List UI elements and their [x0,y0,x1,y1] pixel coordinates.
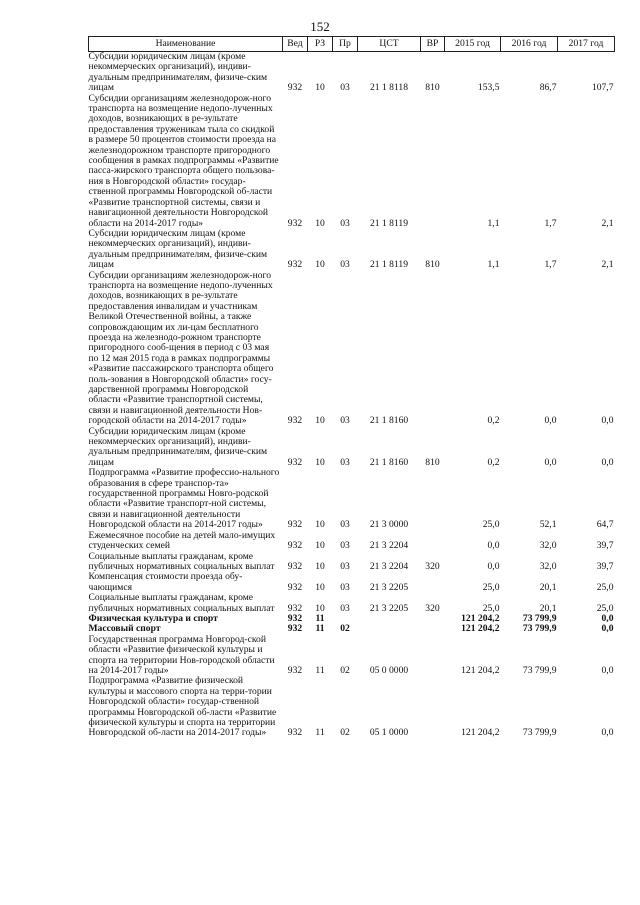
row-value-2017: 25,0 [596,581,614,593]
row-rz: 10 [315,415,325,427]
row-value-2017: 107,7 [591,82,614,94]
table-row [89,635,615,677]
row-name: Подпрограмма «Развитие физической культуры и массового спорта на терри-тории Новгородской области» государ-ственной программы Новгородской об-ласти «Развитие физической культуры и спорта на территории Новгородской об-ласти на 2014-2017 годы» [88,675,277,739]
row-value-2016: 73 799,9 [522,623,557,635]
row-rz: 10 [315,581,325,593]
row-value-2015: 1,1 [487,259,500,271]
table-header-row [89,37,615,52]
row-rz: 10 [315,602,325,614]
row-value-2017: 0,0 [601,727,614,739]
header-2016: 2016 год [501,37,558,52]
row-cst: 21 3 2205 [369,602,409,614]
table-row [89,94,615,229]
table-row [89,229,615,271]
table-row [89,593,615,614]
row-value-2016: 1,7 [544,259,557,271]
row-value-2015: 0,0 [487,560,500,572]
row-value-2017: 0,0 [601,612,614,624]
row-vr: 810 [425,259,440,271]
table-row [89,531,615,552]
table-body [89,52,615,739]
header-pr: Пр [333,37,358,52]
row-cst: 21 1 8118 [369,82,409,94]
row-name: Субсидии юридическим лицам (кроме некоммерческих организаций), индиви-дуальным предпринимателям, физиче-ским лицам [88,51,268,94]
row-cst: 21 1 8160 [369,415,409,427]
row-pr: 03 [340,217,350,229]
row-name: Ежемесячное пособие на детей мало-имущих студенческих семей [88,529,276,552]
header-rz: РЗ [308,37,333,52]
row-cst [358,614,421,624]
row-rz: 10 [315,82,325,94]
row-pr: 03 [340,602,350,614]
row-vr [421,94,445,229]
row-cst: 05 1 0000 [369,727,409,739]
row-ved: 932 [287,727,303,739]
row-vr: 810 [425,456,440,468]
row-rz: 10 [315,519,325,531]
table-row [89,468,615,530]
row-value-2015: 25,0 [482,581,500,593]
row-value-2015: 121 204,2 [461,664,500,676]
row-ved: 932 [287,456,303,468]
row-value-2017: 39,7 [596,560,614,572]
row-value-2015: 153,5 [477,82,500,94]
row-value-2017: 0,0 [601,456,614,468]
row-pr: 03 [340,519,350,531]
row-name: Государственная программа Новгород-ской области «Развитие физической культуры и спорта на территории Нов-городской области на 2014-2017 годы» [88,633,275,676]
row-pr: 03 [340,560,350,572]
row-ved: 932 [287,82,303,94]
row-value-2017: 2,1 [601,259,614,271]
row-ved: 932 [287,217,303,229]
row-value-2015: 121 204,2 [461,612,500,624]
row-value-2016: 32,0 [539,560,557,572]
row-value-2016: 73 799,9 [522,612,557,624]
row-pr: 02 [340,664,350,676]
row-rz: 11 [315,623,325,635]
row-name: Подпрограмма «Развитие профессио-нального образования в сфере транспор-та» государственной программы Новго-родской области «Развитие транспорт-ной системы, связи и навигационной деятельности Новгородской области на 2014-2017 годы» [88,467,280,531]
row-name: Массовый спорт [88,623,161,635]
row-cst: 21 1 8119 [369,217,409,229]
row-pr: 03 [340,581,350,593]
row-value-2016: 20,1 [539,602,557,614]
row-pr: 03 [340,415,350,427]
table-row [89,427,615,469]
row-value-2015: 25,0 [482,519,500,531]
row-value-2015: 0,0 [487,540,500,552]
row-name: Компенсация стоимости проезда обу-чающимся [88,571,243,593]
table-row [89,676,615,738]
row-cst: 05 0 0000 [369,664,409,676]
row-rz: 11 [315,664,325,676]
row-vr [421,614,445,624]
row-vr [421,468,445,530]
row-ved: 932 [287,581,303,593]
row-pr: 03 [340,259,350,271]
row-cst: 21 3 0000 [369,519,409,531]
row-ved: 932 [287,540,303,552]
row-name: Субсидии организациям железнодорож-ного транспорта на возмещение недопо-лученных доходов, возникающих в ре-зультате предоставления инвалидам и участникам Великой Отечественной войны, а также сопровождающим их ли-цам бесплатного проезда на железнодо-рожном транспорте пригородного сооб-щения в период с 03 мая по 12 мая 2015 года в рамках подпрограммы «Развитие пассажирского транспорта общего поль-зования в Новгородской области» госу-дарственной программы Новгородской области «Развитие транспортной системы, связи и навигационной деятельности Нов-городской области на 2014-2017 годы» [88,269,274,427]
row-rz: 11 [315,727,325,739]
header-vr: ВР [421,37,445,52]
header-name: Наименование [89,37,283,52]
row-pr: 03 [340,82,350,94]
row-ved: 932 [287,612,303,624]
row-cst: 21 3 2204 [369,560,409,572]
header-ved: Вед [283,37,308,52]
row-value-2015: 25,0 [482,602,500,614]
row-name: Субсидии юридическим лицам (кроме некоммерческих организаций), индиви-дуальным предпринимателям, физиче-ским лицам [88,227,268,271]
row-cst: 21 1 8119 [369,259,409,271]
row-value-2015: 0,2 [487,456,500,468]
row-rz: 10 [315,560,325,572]
row-value-2016: 0,0 [544,415,557,427]
row-value-2015: 121 204,2 [461,727,500,739]
row-vr [421,676,445,738]
row-value-2017: 0,0 [601,664,614,676]
row-ved: 932 [287,519,303,531]
header-2015: 2015 год [445,37,501,52]
row-ved: 932 [287,415,303,427]
row-value-2016: 73 799,9 [522,664,557,676]
row-rz: 10 [315,217,325,229]
row-rz: 11 [315,612,325,624]
row-cst: 21 3 2204 [369,540,409,552]
row-name: Субсидии организациям железнодорож-ного транспорта на возмещение недопо-лученных доходов, возникающих в ре-зультате предоставления труженикам тыла со скидкой в размере 50 процентов стоимости проезда на железнодорожном транспорте пригородного сообщения в рамках подпрограммы «Развитие пасса-жирского транспорта общего пользова-ния в Новгородской области» государ-ственной программы Новгородской об-ласти «Развитие транспортной системы, связи и навигационной деятельности Новгородской области на 2014-2017 годы» [88,92,279,229]
header-2017: 2017 год [558,37,615,52]
row-value-2016: 20,1 [539,581,557,593]
row-vr [421,624,445,634]
row-pr: 02 [340,727,350,739]
row-name: Социальные выплаты гражданам, кроме публичных нормативных социальных выплат [88,550,275,572]
table-row [89,552,615,573]
row-rz: 10 [315,456,325,468]
row-vr [421,271,445,427]
row-value-2016: 1,7 [544,217,557,229]
row-value-2017: 0,0 [601,623,614,635]
row-rz: 10 [315,540,325,552]
row-ved: 932 [287,259,303,271]
row-vr [421,531,445,552]
row-rz: 10 [315,259,325,271]
row-value-2016: 0,0 [544,456,557,468]
row-value-2017: 39,7 [596,540,614,552]
row-vr [421,635,445,677]
row-value-2016: 52,1 [539,519,557,531]
row-name: Социальные выплаты гражданам, кроме публичных нормативных социальных выплат [88,592,275,614]
row-value-2017: 2,1 [601,217,614,229]
table-row [89,271,615,427]
page-number: 152 [310,19,330,34]
row-pr: 03 [340,456,350,468]
row-vr: 810 [425,82,440,94]
row-value-2015: 121 204,2 [461,623,500,635]
row-value-2016: 86,7 [539,82,557,94]
table-row [89,572,615,593]
row-value-2016: 32,0 [539,540,557,552]
row-value-2017: 64,7 [596,519,614,531]
row-value-2017: 0,0 [601,415,614,427]
row-cst [358,624,421,634]
row-ved: 932 [287,623,303,635]
header-cst: ЦСТ [358,37,421,52]
row-value-2015: 0,2 [487,415,500,427]
row-pr: 03 [340,540,350,552]
row-vr: 320 [425,560,440,572]
row-name: Физическая культура и спорт [88,612,218,624]
row-name: Субсидии юридическим лицам (кроме некоммерческих организаций), индиви-дуальным предпринимателям, физиче-ским лицам [88,425,268,468]
budget-table [88,36,615,739]
row-value-2016: 73 799,9 [522,727,557,739]
row-pr: 02 [340,623,350,635]
row-vr: 320 [425,602,440,614]
row-ved: 932 [287,602,303,614]
row-value-2017: 25,0 [596,602,614,614]
row-cst: 21 1 8160 [369,456,409,468]
table-row [89,52,615,94]
row-cst: 21 3 2205 [369,581,409,593]
row-ved: 932 [287,664,303,676]
row-vr [421,572,445,593]
row-value-2015: 1,1 [487,217,500,229]
row-ved: 932 [287,560,303,572]
